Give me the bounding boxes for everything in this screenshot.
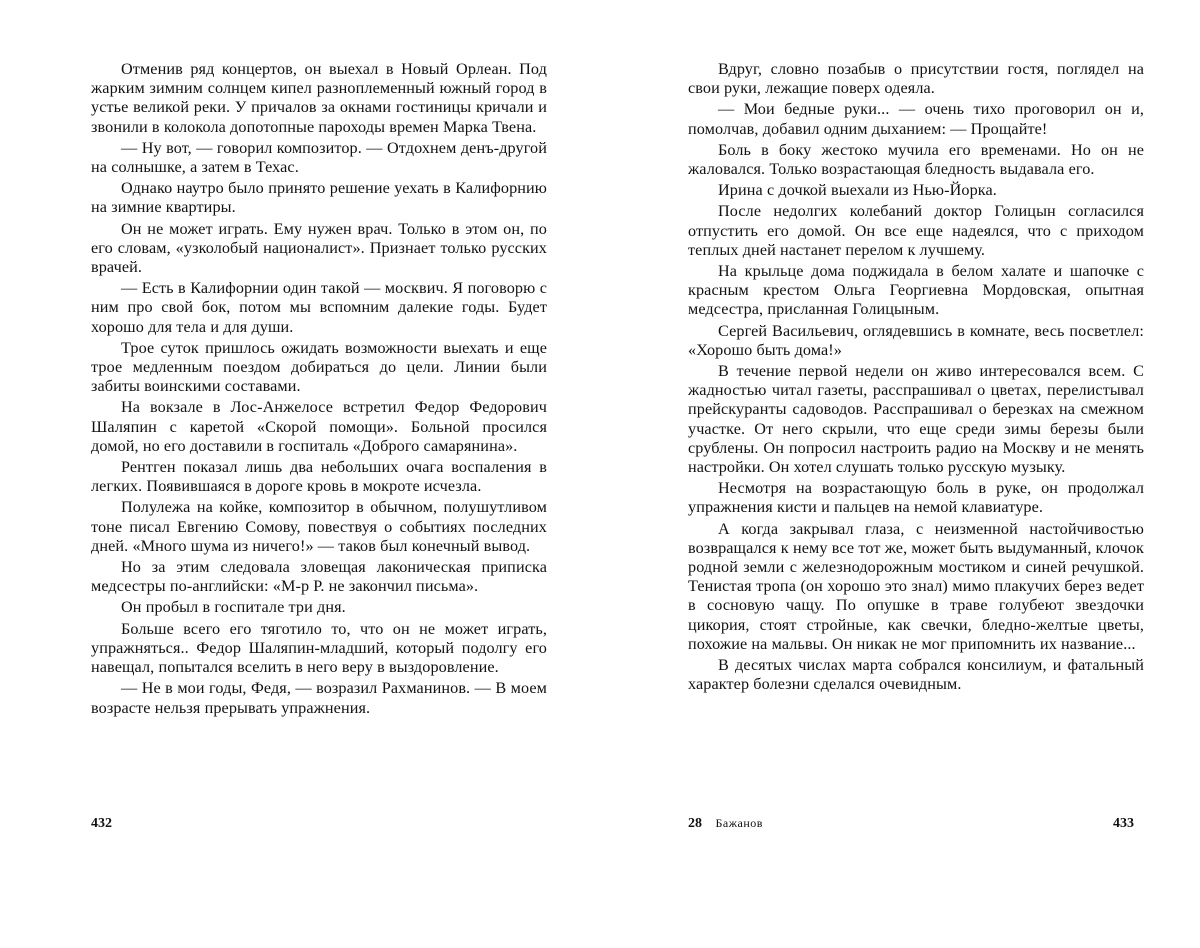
right-page	[688, 60, 1144, 697]
paragraph: Он пробыл в госпитале три дня.	[91, 598, 547, 617]
book-spread	[0, 0, 1200, 948]
paragraph: А когда закрывал глаза, с неизменной настойчивостью возвращался к нему все тот же, может быть выдуманный, клочок родной земли с железнодорожным мостиком и синей речушкой. Тенистая тропа (он хорошо это знал) мимо плакучих берез ведет в сосновую чащу. По опушке в траве голубеют звездочки цикория, стоят стройные, как свечки, бледно-желтые цветы, похожие на мальвы. Он никак не мог припомнить их название...	[688, 520, 1144, 654]
paragraph: В десятых числах марта собрался консилиум, и фатальный характер болезни сделался очевидным.	[688, 656, 1144, 694]
paragraph: Боль в боку жестоко мучила его временами. Но он не жаловался. Только возрастающая бледность выдавала его.	[688, 141, 1144, 179]
paragraph: На вокзале в Лос-Анжелосе встретил Федор Федорович Шаляпин с каретой «Скорой помощи». Больной просился домой, но его доставили в госпиталь «Доброго самарянина».	[91, 398, 547, 456]
paragraph: Трое суток пришлось ожидать возможности выехать и еще трое медленным поездом добираться до цели. Линии были забиты воинскими составами.	[91, 339, 547, 397]
paragraph: — Есть в Калифорнии один такой — москвич. Я поговорю с ним про свой бок, потом мы вспомним далекие годы. Будет хорошо для тела и для души.	[91, 279, 547, 337]
paragraph: Отменив ряд концертов, он выехал в Новый Орлеан. Под жарким зимним солнцем кипел разноплеменный южный город в устье великой реки. У причалов за окнами гостиницы кричали и звонили в колокола допотопные пароходы времен Марка Твена.	[91, 60, 547, 137]
paragraph: Ирина с дочкой выехали из Нью-Йорка.	[688, 181, 1144, 200]
signature-number: 28	[688, 816, 702, 831]
paragraph: Но за этим следовала зловещая лаконическая приписка медсестры по-английски: «М-р Р. не закончил письма».	[91, 558, 547, 596]
paragraph: Больше всего его тяготило то, что он не может играть, упражняться.. Федор Шаляпин-младший, который подолгу его навещал, попытался вселить в него веру в выздоровление.	[91, 620, 547, 678]
paragraph: На крыльце дома поджидала в белом халате и шапочке с красным крестом Ольга Георгиевна Мордовская, опытная медсестра, присланная Голицыным.	[688, 262, 1144, 320]
paragraph: Он не может играть. Ему нужен врач. Только в этом он, по его словам, «узколобый националист». Признает только русских врачей.	[91, 220, 547, 278]
paragraph: Вдруг, словно позабыв о присутствии гостя, поглядел на свои руки, лежащие поверх одеяла.	[688, 60, 1144, 98]
paragraph: — Мои бедные руки... — очень тихо проговорил он и, помолчав, добавил одним дыханием: — Прощайте!	[688, 100, 1144, 138]
left-page-number: 432	[91, 816, 112, 832]
paragraph: Однако наутро было принято решение уехать в Калифорнию на зимние квартиры.	[91, 179, 547, 217]
paragraph: — Ну вот, — говорил композитор. — Отдохнем денъ-другой на солнышке, а затем в Техас.	[91, 139, 547, 177]
printer-signature	[688, 816, 763, 832]
paragraph: В течение первой недели он живо интересовался всем. С жадностью читал газеты, расспрашивал о цветах, перелистывал прейскуранты садоводов. Расспрашивал о березках на смежном участке. От него скрыли, что еще среди зимы березы были срублены. Он попросил настроить радио на Москву и не менять настройки. Он хотел слушать только русскую музыку.	[688, 362, 1144, 477]
paragraph: Сергей Васильевич, оглядевшись в комнате, весь посветлел: «Хорошо быть дома!»	[688, 322, 1144, 360]
paragraph: После недолгих колебаний доктор Голицын согласился отпустить его домой. Он все еще надеялся, что с приходом теплых дней настанет перелом к лучшему.	[688, 202, 1144, 260]
paragraph: Полулежа на койке, композитор в обычном, полушутливом тоне писал Евгению Сомову, повествуя о событиях последних дней. «Много шума из ничего!» — таков был конечный вывод.	[91, 498, 547, 556]
left-page	[91, 60, 547, 720]
right-page-number: 433	[1113, 816, 1134, 832]
paragraph: Несмотря на возрастающую боль в руке, он продолжал упражнения кисти и пальцев на немой клавиатуре.	[688, 479, 1144, 517]
signature-name: Бажанов	[716, 816, 763, 830]
paragraph: — Не в мои годы, Федя, — возразил Рахманинов. — В моем возрасте нельзя прерывать упражнения.	[91, 679, 547, 717]
paragraph: Рентген показал лишь два небольших очага воспаления в легких. Появившаяся в дороге кровь в мокроте исчезла.	[91, 458, 547, 496]
